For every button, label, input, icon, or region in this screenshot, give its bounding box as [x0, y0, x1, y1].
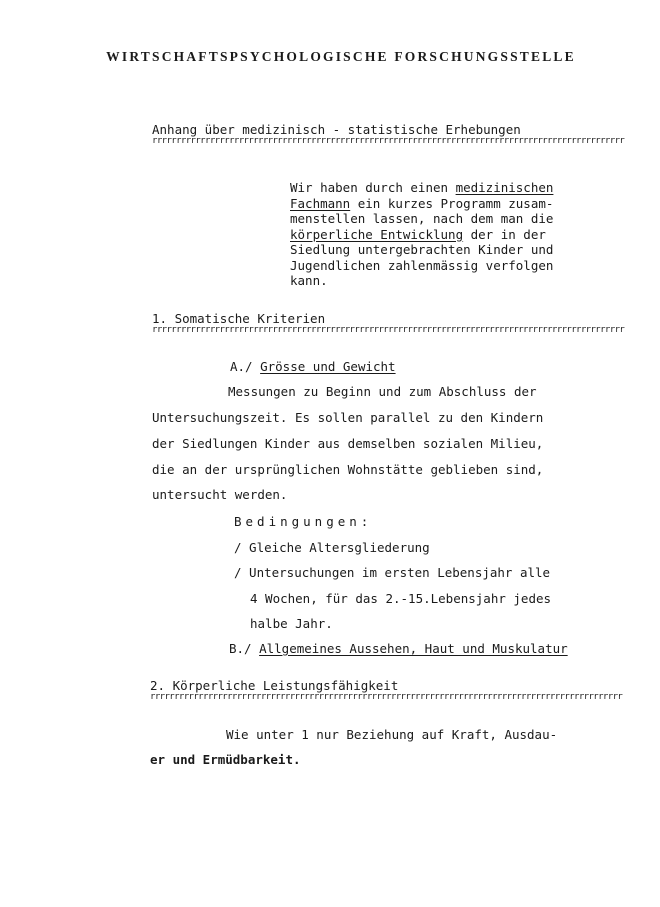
section-2-heading-underline: rrrrrrrrrrrrrrrrrrrrrrrrrrrrrrrrrrrrrrrrrrrrrrrrrrrrrrrrrrrrrrrrrrrrrrrrrrrrrrrrrrrrrrrrrrrrrrrrrr — [150, 692, 623, 702]
section-1-heading: 1. Somatische Kriterien — [152, 311, 326, 326]
condition-1: / Gleiche Altersgliederung — [234, 540, 430, 555]
condition-2-line-1: / Untersuchungen im ersten Lebensjahr alle — [234, 565, 551, 580]
intro-line-4: körperliche Entwicklung der in der — [290, 226, 546, 242]
intro-line-6: Jugendlichen zahlenmässig verfolgen — [290, 257, 554, 273]
paragraph-a-line-4: die an der ursprünglichen Wohnstätte geblieben sind, — [152, 462, 544, 477]
intro-line-2: Fachmann ein kurzes Programm zusam- — [290, 195, 554, 211]
conditions-label: Bedingungen: — [234, 514, 373, 529]
subsection-b-heading: B./ Allgemeines Aussehen, Haut und Muskulatur — [229, 641, 568, 656]
paragraph-a-line-1: Messungen zu Beginn und zum Abschluss der — [228, 384, 537, 399]
intro-line-1: Wir haben durch einen medizinischen — [290, 180, 554, 195]
condition-2-line-3: halbe Jahr. — [250, 616, 333, 631]
intro-line-5: Siedlung untergebrachten Kinder und — [290, 242, 554, 257]
section-2-heading: 2. Körperliche Leistungsfähigkeit — [150, 678, 399, 693]
paragraph-a-line-5: untersucht werden. — [152, 487, 288, 502]
condition-2-line-2: 4 Wochen, für das 2.-15.Lebensjahr jedes — [250, 591, 552, 606]
section-2-line-1: Wie unter 1 nur Beziehung auf Kraft, Ausdau- — [226, 727, 558, 742]
institution-header: WIRTSCHAFTSPSYCHOLOGISCHE FORSCHUNGSSTELLE — [106, 49, 576, 64]
section-2-line-2: er und Ermüdbarkeit. — [150, 752, 301, 767]
intro-line-7: kann. — [290, 273, 328, 288]
section-1-heading-underline: rrrrrrrrrrrrrrrrrrrrrrrrrrrrrrrrrrrrrrrrrrrrrrrrrrrrrrrrrrrrrrrrrrrrrrrrrrrrrrrrrrrrrrrrrrrrrrrrrr — [152, 325, 625, 335]
intro-paragraph — [290, 180, 553, 289]
paragraph-a-line-2: Untersuchungszeit. Es sollen parallel zu den Kindern — [152, 410, 544, 425]
appendix-title: Anhang über medizinisch - statistische Erhebungen — [152, 122, 521, 137]
appendix-title-underline: rrrrrrrrrrrrrrrrrrrrrrrrrrrrrrrrrrrrrrrrrrrrrrrrrrrrrrrrrrrrrrrrrrrrrrrrrrrrrrrrrrrrrrrrrrrrrrrrrr — [152, 136, 625, 146]
intro-line-3: menstellen lassen, nach dem man die — [290, 211, 554, 226]
paragraph-a-line-3: der Siedlungen Kinder aus demselben sozialen Milieu, — [152, 436, 544, 451]
subsection-a-heading: A./ Grösse und Gewicht — [230, 359, 396, 374]
